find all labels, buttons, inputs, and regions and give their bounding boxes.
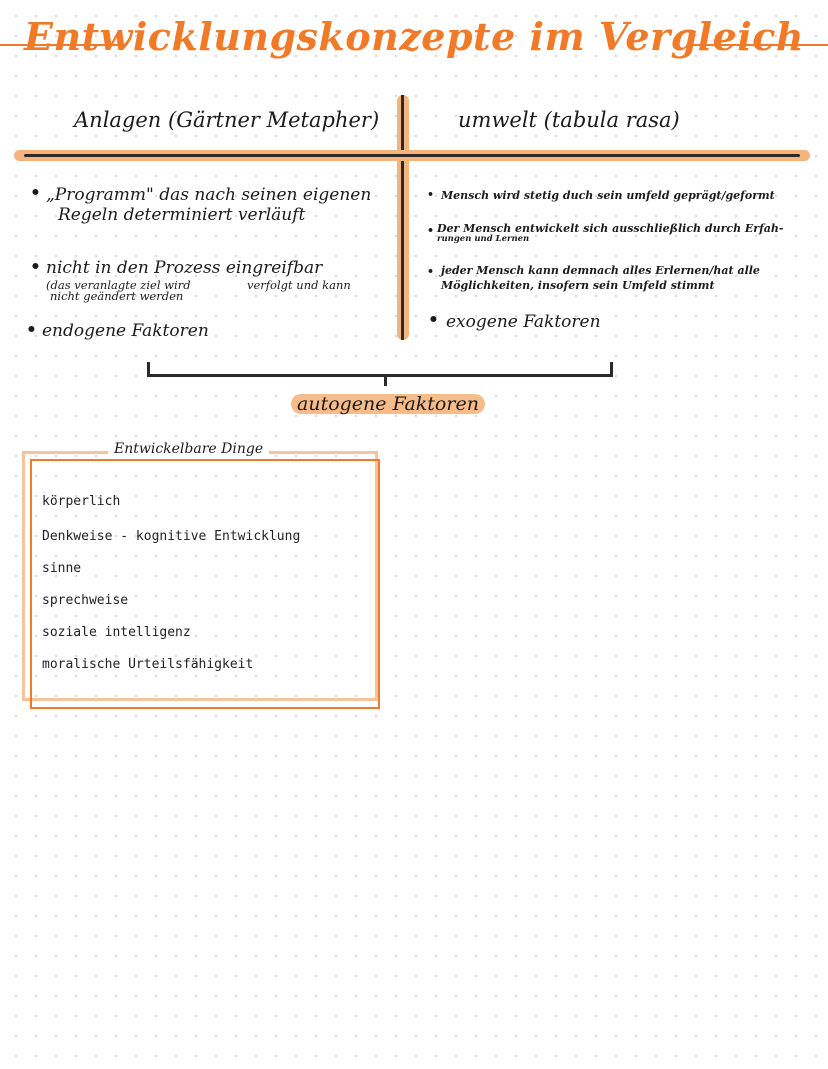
bullet-dot: • (428, 310, 439, 330)
t-chart-horizontal-line (24, 154, 800, 157)
bullet-dot: • (427, 265, 435, 278)
left-bullet-1-line-2: Regeln determiniert verläuft (58, 205, 306, 225)
left-bullet-2-note-1: (das veranlagte ziel wird (46, 278, 191, 292)
t-chart-vertical-line (401, 95, 404, 340)
left-bullet-1-line-1: „Programm" das nach seinen eigenen (46, 185, 372, 205)
box-title: Entwickelbare Dinge (108, 441, 269, 457)
box-item-2: Denkweise - kognitive Entwicklung (42, 529, 301, 544)
left-column-heading: Anlagen (Gärtner Metapher) (74, 108, 380, 132)
bracket-tick (384, 374, 387, 386)
bullet-dot: • (26, 320, 37, 340)
box-item-4: sprechweise (42, 593, 129, 608)
bullet-dot: • (427, 224, 435, 237)
right-bullet-2-line-2: rungen und Lernen (437, 234, 530, 244)
right-bullet-2-line-1: Der Mensch entwickelt sich ausschließlich durch Erfah- (437, 222, 784, 235)
bracket (147, 362, 613, 377)
right-bullet-3-line-1: jeder Mensch kann demnach alles Erlernen/hat alle (441, 264, 760, 277)
left-bullet-2-line-1: nicht in den Prozess eingreifbar (46, 258, 323, 278)
box-item-5: soziale intelligenz (42, 625, 191, 640)
right-bullet-4: exogene Faktoren (446, 312, 601, 332)
autogene-factors-label: autogene Faktoren (291, 394, 485, 414)
left-bullet-2-note-1b: verfolgt und kann (247, 278, 351, 292)
bullet-dot: • (30, 257, 41, 277)
box-item-6: moralische Urteilsfähigkeit (42, 657, 254, 672)
page-title: Entwicklungskonzepte im Vergleich (24, 14, 804, 59)
left-bullet-3: endogene Faktoren (42, 321, 209, 341)
right-bullet-3-line-2: Möglichkeiten, insofern sein Umfeld stimmt (441, 279, 715, 292)
bullet-dot: • (30, 183, 41, 203)
right-column-heading: umwelt (tabula rasa) (458, 108, 680, 132)
bullet-dot: • (427, 188, 435, 201)
left-bullet-2-note-2: nicht geändert werden (50, 289, 184, 303)
box-item-1: körperlich (42, 494, 121, 509)
box-item-3: sinne (42, 561, 82, 576)
right-bullet-1: Mensch wird stetig duch sein umfeld geprägt/geformt (441, 189, 775, 202)
